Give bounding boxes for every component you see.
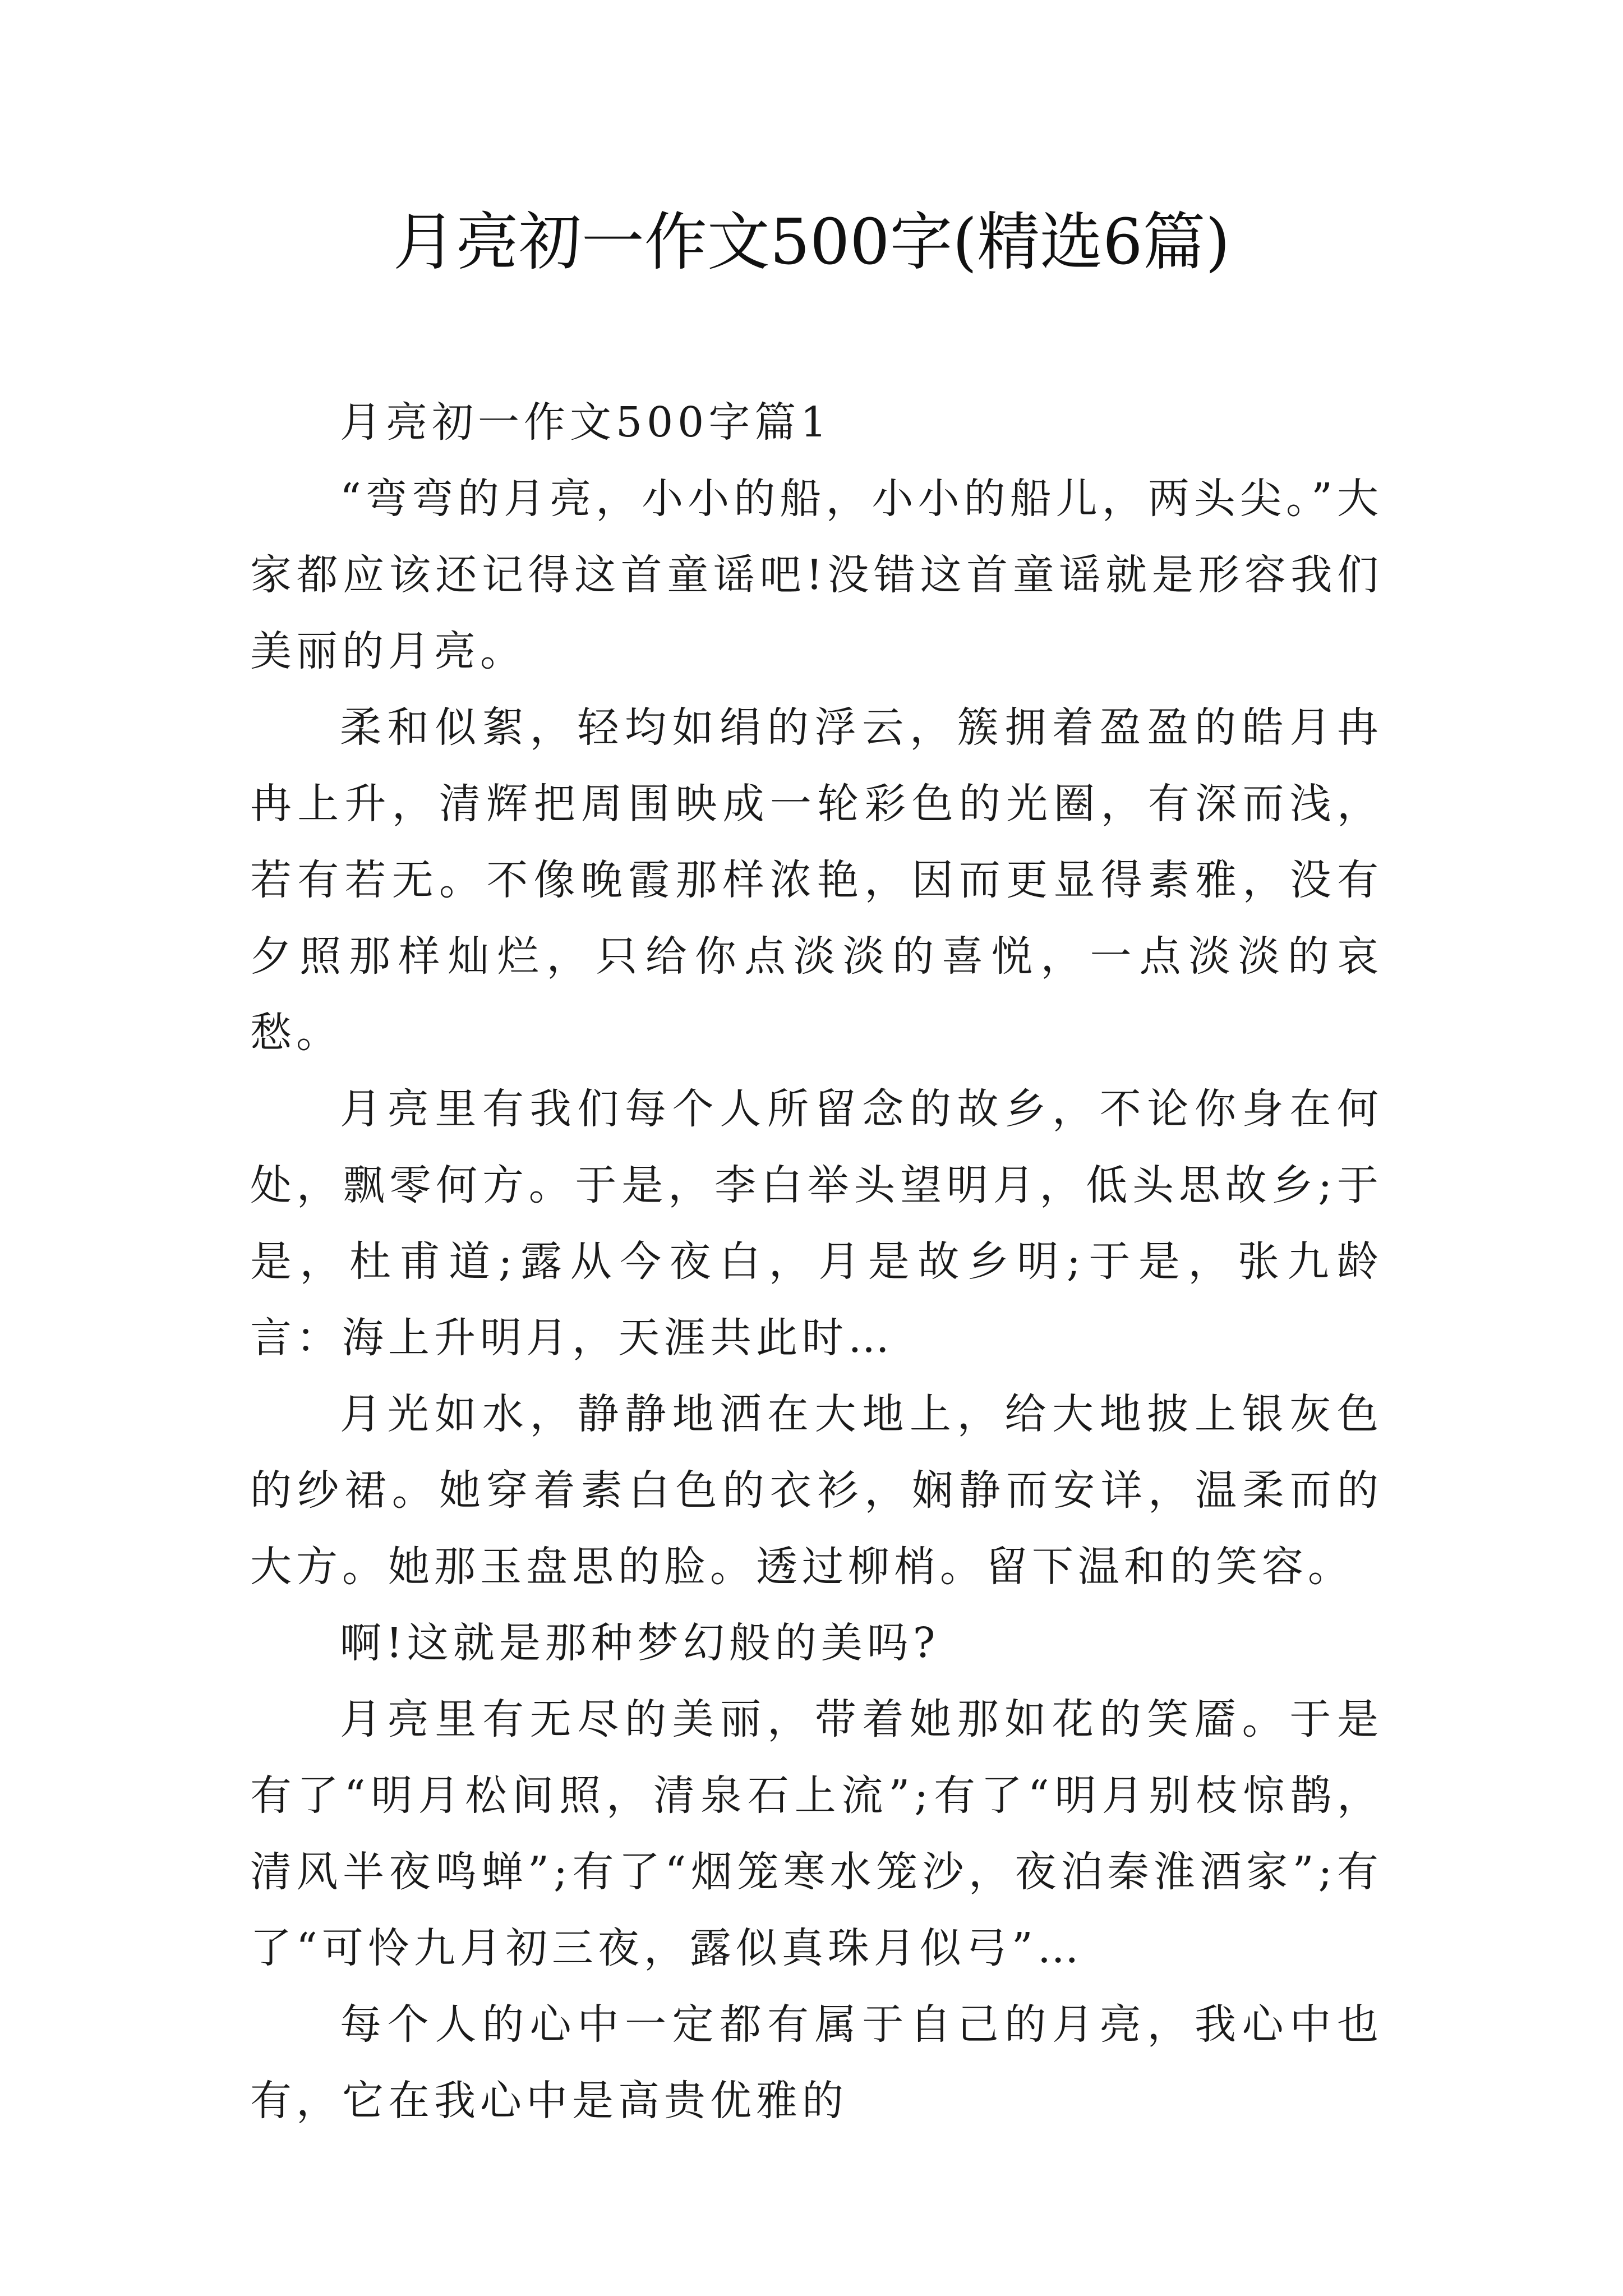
document-body bbox=[250, 384, 1383, 2139]
paragraph: 柔和似絮，轻均如绢的浮云，簇拥着盈盈的皓月冉冉上升，清辉把周围映成一轮彩色的光圈，有深而浅，若有若无。不像晚霞那样浓艳，因而更显得素雅，没有夕照那样灿烂，只给你点淡淡的喜悦，一点淡淡的哀愁。 bbox=[250, 703, 1383, 1057]
paragraph: 月亮里有我们每个人所留念的故乡，不论你身在何处，飘零何方。于是，李白举头望明月，低头思故乡;于是，杜甫道;露从今夜白，月是故乡明;于是，张九龄言：海上升明月，天涯共此时… bbox=[250, 1085, 1383, 1362]
paragraph: “弯弯的月亮，小小的船，小小的船儿，两头尖。”大家都应该还记得这首童谣吧!没错这首童谣就是形容我们美丽的月亮。 bbox=[250, 475, 1383, 675]
paragraph: 月光如水，静静地洒在大地上，给大地披上银灰色的纱裙。她穿着素白色的衣衫，娴静而安详，温柔而的大方。她那玉盘思的脸。透过柳梢。留下温和的笑容。 bbox=[250, 1390, 1383, 1591]
paragraph: 每个人的心中一定都有属于自己的月亮，我心中也有，它在我心中是高贵优雅的 bbox=[250, 2000, 1383, 2125]
paragraph: 啊!这就是那种梦幻般的美吗? bbox=[340, 1619, 940, 1667]
paragraph: 月亮里有无尽的美丽，带着她那如花的笑靥。于是有了“明月松间照，清泉石上流”;有了“明月别枝惊鹊，清风半夜鸣蝉”;有了“烟笼寒水笼沙，夜泊秦淮酒家”;有了“可怜九月初三夜，露似真珠月似弓”… bbox=[250, 1695, 1383, 1972]
document-title: 月亮初一作文500字(精选6篇) bbox=[393, 206, 1230, 279]
section-heading: 月亮初一作文500字篇1 bbox=[340, 398, 832, 447]
